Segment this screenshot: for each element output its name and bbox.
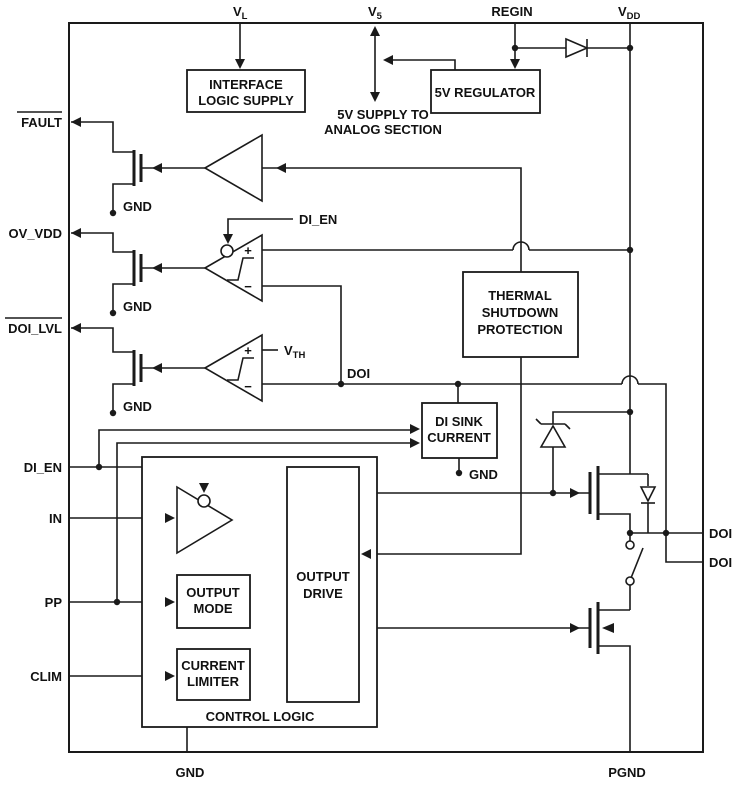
pin-label-regin: REGIN	[491, 4, 533, 19]
wire-regin	[515, 23, 566, 61]
pin-label-ov-vdd: OV_VDD	[8, 226, 62, 241]
enable-bubble-icon	[221, 245, 233, 257]
highside-nmos-icon	[590, 466, 598, 520]
di-sink-current-line2: CURRENT	[427, 430, 491, 445]
wire-doi-pin2	[666, 533, 703, 562]
pin-label-in: IN	[49, 511, 62, 526]
comp2-plus-sign: +	[244, 343, 252, 358]
net-label-doi: DOI	[347, 366, 371, 381]
diode-icon	[566, 39, 587, 57]
analog-supply-note-line1: 5V SUPPLY TO	[337, 107, 429, 122]
pin-label-fault: FAULT	[21, 115, 62, 130]
output-drive-line1: OUTPUT	[296, 569, 350, 584]
output-mode-line2: MODE	[193, 601, 233, 616]
pin-label-vdd: $V_{DD}$	[618, 4, 641, 22]
thermal-shutdown-line1: THERMAL	[488, 288, 552, 303]
nmos-ovvdd-icon	[134, 250, 141, 286]
wire-reg-to-v5	[390, 60, 455, 70]
comp1-plus-sign: +	[244, 243, 252, 258]
wire-hsfet-drain	[598, 474, 648, 533]
pin-label-vl: $V_L$	[233, 4, 248, 22]
wire-hsfet-source	[598, 514, 630, 533]
wire-comp1-minus	[262, 286, 341, 384]
di-sink-current-line1: DI SINK	[435, 414, 483, 429]
pin-label-v5: $V_5$	[368, 4, 382, 22]
pin-label-clim: CLIM	[30, 669, 62, 684]
pin-label-doi-2: DOI	[709, 555, 733, 570]
gnd-label-1: GND	[123, 199, 152, 214]
pin-label-pgnd: PGND	[608, 765, 646, 780]
comp2-minus-sign: −	[244, 379, 252, 394]
interface-logic-supply-line2: LOGIC SUPPLY	[198, 93, 294, 108]
current-limiter-line2: LIMITER	[187, 674, 239, 689]
interface-logic-supply-line1: INTERFACE	[209, 77, 283, 92]
thermal-shutdown-line2: SHUTDOWN	[481, 305, 559, 320]
comp1-minus-sign: −	[244, 279, 252, 294]
control-logic-label: CONTROL LOGIC	[205, 709, 315, 724]
gnd-label-4: GND	[469, 467, 498, 482]
zener-diode-icon	[536, 419, 570, 447]
output-mode-line1: OUTPUT	[186, 585, 240, 600]
pin-label-gnd: GND	[175, 765, 205, 780]
5v-regulator-label: 5V REGULATOR	[434, 85, 536, 100]
inverter-bubble-icon	[198, 495, 210, 507]
pin-label-doi-1: DOI	[709, 526, 733, 541]
analog-supply-note-line2: ANALOG SECTION	[324, 122, 442, 137]
doilvl-comparator-icon	[205, 335, 262, 401]
net-label-vth: $V_{TH}$	[284, 343, 306, 361]
net-label-di-en: DI_EN	[299, 212, 338, 227]
output-drive-line2: DRIVE	[303, 586, 343, 601]
ovvdd-comparator-icon	[205, 235, 262, 301]
fet-body-arrow-icon	[602, 623, 614, 633]
output-drive-block	[287, 467, 359, 702]
nmos-fault-icon	[134, 150, 141, 186]
doi-switch-icon	[626, 541, 643, 585]
gnd-label-3: GND	[123, 399, 152, 414]
current-limiter-line1: CURRENT	[181, 658, 245, 673]
wire-lsfet-source-pgnd	[598, 646, 630, 752]
body-diode-icon	[641, 487, 655, 503]
pin-label-pp: PP	[44, 595, 62, 610]
pin-label-di-en: DI_EN	[23, 460, 62, 475]
fault-buffer-icon	[205, 135, 262, 201]
pin-label-doi-lvl: DOI_LVL	[8, 321, 62, 336]
nmos-doilvl-icon	[134, 350, 141, 386]
gnd-label-2: GND	[123, 299, 152, 314]
thermal-shutdown-line3: PROTECTION	[477, 322, 563, 337]
